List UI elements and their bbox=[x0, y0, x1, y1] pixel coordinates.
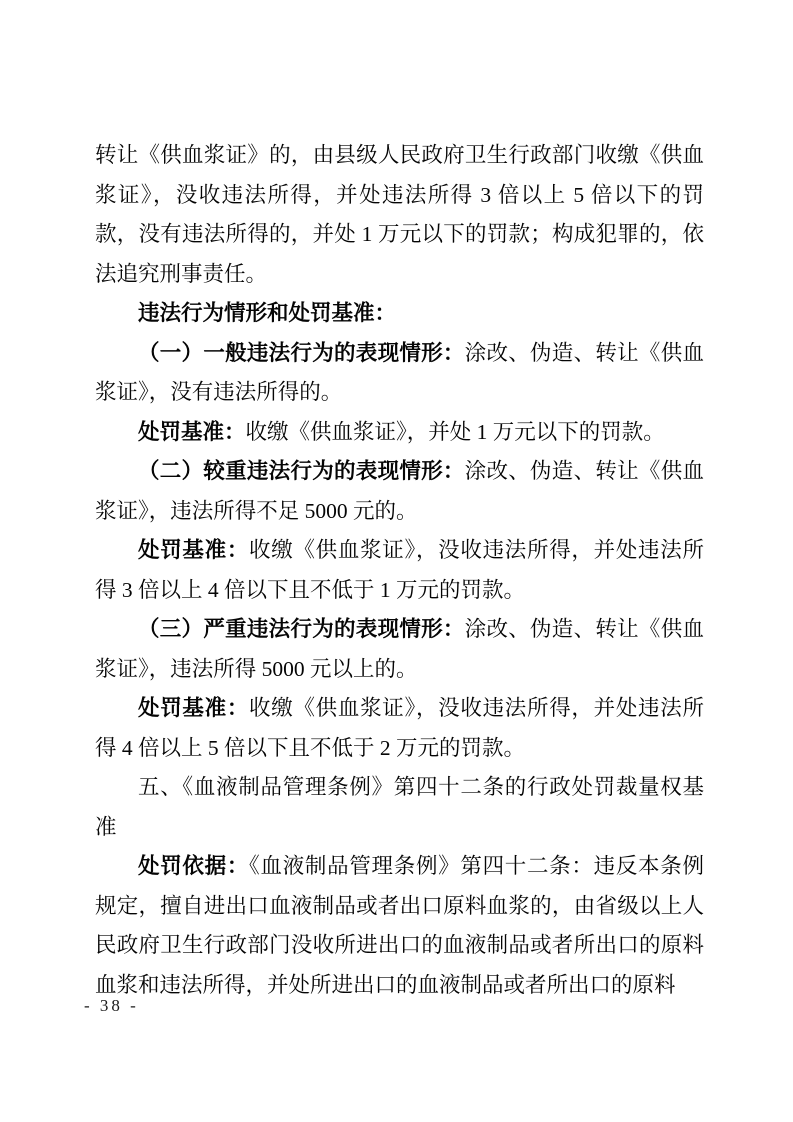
item-1-penalty-basis bbox=[95, 413, 704, 453]
item-2-penalty-basis bbox=[95, 531, 704, 610]
item-2-situation bbox=[95, 452, 704, 531]
page-number: - 38 - bbox=[84, 996, 139, 1015]
paragraph-text: 涂改、伪造、转让《供血浆证》，没有违法所得的。 bbox=[95, 340, 704, 404]
paragraph-label: 处罚基准： bbox=[138, 419, 246, 444]
item-1-situation bbox=[95, 334, 704, 413]
paragraph-label: 处罚基准： bbox=[138, 696, 250, 720]
paragraph-label: 处罚依据： bbox=[138, 854, 250, 878]
section-5-heading bbox=[95, 768, 704, 847]
paragraph-text: 收缴《供血浆证》，并处 1 万元以下的罚款。 bbox=[245, 419, 665, 444]
paragraph-text: 收缴《供血浆证》，没收违法所得，并处违法所得 3 倍以上 4 倍以下且不低于 1 万元的罚款。 bbox=[95, 538, 704, 602]
paragraph-continuation bbox=[95, 136, 704, 294]
document-body bbox=[95, 136, 704, 1005]
item-3-penalty-basis bbox=[95, 689, 704, 768]
section-5-penalty-legal-basis bbox=[95, 847, 704, 1005]
paragraph-text: 转让《供血浆证》的，由县级人民政府卫生行政部门收缴《供血浆证》，没收违法所得，并处违法所得 3 倍以上 5 倍以下的罚款，没有违法所得的，并处 1 万元以下的罚款；构成犯罪的，依法追究刑事责任。 bbox=[95, 143, 704, 286]
paragraph-text: 五、《血液制品管理条例》第四十二条的行政处罚裁量权基准 bbox=[95, 775, 704, 839]
paragraph-label: （二）较重违法行为的表现情形： bbox=[138, 459, 465, 483]
paragraph-text: 涂改、伪造、转让《供血浆证》，违法所得不足 5000 元的。 bbox=[95, 459, 704, 523]
paragraph-label: 处罚基准： bbox=[138, 538, 250, 562]
paragraph-label: （三）严重违法行为的表现情形： bbox=[138, 617, 465, 641]
paragraph-text: 《血液制品管理条例》第四十二条：违反本条例规定，擅自进出口血液制品或者出口原料血浆的，由省级以上人民政府卫生行政部门没收所进出口的血液制品或者所出口的原料血浆和违法所得，并处所进出口的血液制品或者所出口的原料 bbox=[95, 854, 704, 997]
heading-violation-standards bbox=[95, 294, 704, 334]
paragraph-label: 违法行为情形和处罚基准： bbox=[138, 301, 397, 325]
item-3-situation bbox=[95, 610, 704, 689]
paragraph-text: 收缴《供血浆证》，没收违法所得，并处违法所得 4 倍以上 5 倍以下且不低于 2 万元的罚款。 bbox=[95, 696, 704, 760]
paragraph-text: 涂改、伪造、转让《供血浆证》，违法所得 5000 元以上的。 bbox=[95, 617, 704, 681]
paragraph-label: （一）一般违法行为的表现情形： bbox=[138, 340, 465, 365]
